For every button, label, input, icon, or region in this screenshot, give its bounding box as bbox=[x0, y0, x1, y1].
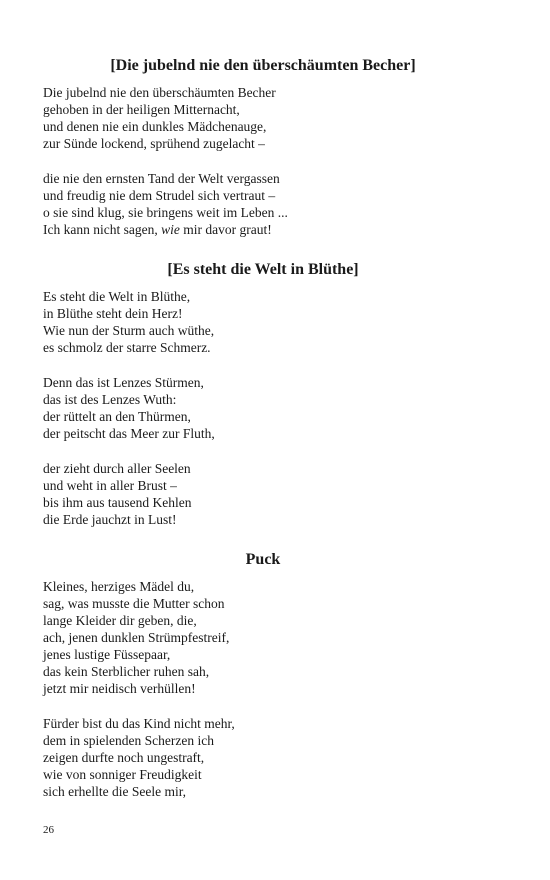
line-text: mir davor graut! bbox=[179, 222, 272, 237]
page-number: 26 bbox=[43, 824, 54, 836]
poem-line: gehoben in der heiligen Mitternacht, bbox=[43, 102, 240, 117]
stanza bbox=[43, 84, 483, 152]
poem-line: jenes lustige Füssepaar, bbox=[43, 647, 171, 662]
poem-section bbox=[43, 550, 483, 800]
poem-line: sich erhellte die Seele mir, bbox=[43, 784, 187, 799]
stanza bbox=[43, 288, 483, 356]
page-content bbox=[43, 56, 483, 800]
poem-line: o sie sind klug, sie bringens weit im Leben ... bbox=[43, 205, 288, 220]
poem-line: und freudig nie dem Strudel sich vertraut – bbox=[43, 188, 276, 203]
stanza bbox=[43, 374, 483, 442]
poem-line: Die jubelnd nie den überschäumten Becher bbox=[43, 85, 276, 100]
line-text: Ich kann nicht sagen, bbox=[43, 222, 162, 237]
poem-title: Puck bbox=[245, 551, 281, 568]
poem-line: Denn das ist Lenzes Stürmen, bbox=[43, 375, 204, 390]
stanza bbox=[43, 170, 483, 238]
poem-line: der zieht durch aller Seelen bbox=[43, 461, 191, 476]
poem-section bbox=[43, 260, 483, 528]
poem-title: [Die jubelnd nie den überschäumten Becher] bbox=[110, 57, 416, 74]
poem-line: das kein Sterblicher ruhen sah, bbox=[43, 664, 210, 679]
poem-line: und weht in aller Brust – bbox=[43, 478, 177, 493]
poem-line: das ist des Lenzes Wuth: bbox=[43, 392, 177, 407]
poem-line: Wie nun der Sturm auch wüthe, bbox=[43, 323, 215, 338]
poem-section bbox=[43, 56, 483, 238]
poem-title: [Es steht die Welt in Blüthe] bbox=[167, 261, 359, 278]
poem-line bbox=[43, 221, 483, 238]
poem-body bbox=[43, 288, 483, 528]
poem-line: es schmolz der starre Schmerz. bbox=[43, 340, 211, 355]
poem-line: jetzt mir neidisch verhüllen! bbox=[43, 681, 196, 696]
poem-line: Fürder bist du das Kind nicht mehr, bbox=[43, 716, 235, 731]
poem-body bbox=[43, 578, 483, 800]
poem-line: die nie den ernsten Tand der Welt vergassen bbox=[43, 171, 280, 186]
poem-line: zeigen durfte noch ungestraft, bbox=[43, 750, 205, 765]
poem-line: lange Kleider dir geben, die, bbox=[43, 613, 197, 628]
emphasis-text: wie bbox=[161, 222, 180, 237]
poem-line: zur Sünde lockend, sprühend zugelacht – bbox=[43, 136, 265, 151]
poem-line: der rüttelt an den Thürmen, bbox=[43, 409, 191, 424]
poem-line: wie von sonniger Freudigkeit bbox=[43, 767, 202, 782]
poem-line: in Blüthe steht dein Herz! bbox=[43, 306, 183, 321]
poem-line: dem in spielenden Scherzen ich bbox=[43, 733, 214, 748]
poem-line: die Erde jauchzt in Lust! bbox=[43, 512, 177, 527]
poem-line: ach, jenen dunklen Strümpfestreif, bbox=[43, 630, 230, 645]
poem-line: und denen nie ein dunkles Mädchenauge, bbox=[43, 119, 267, 134]
poem-line: Es steht die Welt in Blüthe, bbox=[43, 289, 191, 304]
poem-line: sag, was musste die Mutter schon bbox=[43, 596, 225, 611]
poem-line: der peitscht das Meer zur Fluth, bbox=[43, 426, 215, 441]
stanza bbox=[43, 715, 483, 800]
stanza bbox=[43, 578, 483, 697]
poem-line: bis ihm aus tausend Kehlen bbox=[43, 495, 192, 510]
stanza bbox=[43, 460, 483, 528]
poem-body bbox=[43, 84, 483, 238]
poem-line: Kleines, herziges Mädel du, bbox=[43, 579, 195, 594]
